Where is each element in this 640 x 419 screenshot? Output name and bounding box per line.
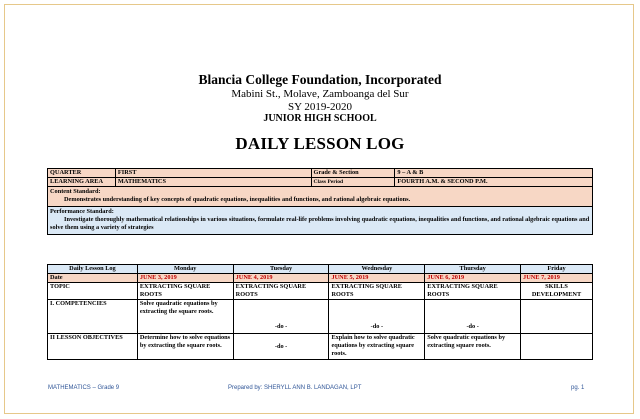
objective-friday [521, 334, 593, 360]
info-table [47, 168, 593, 235]
school-address: Mabini St., Molave, Zamboanga del Sur [231, 88, 409, 100]
learning-area-row [48, 178, 593, 187]
lesson-header-row [48, 265, 593, 274]
header-friday: Friday [521, 265, 593, 274]
learning-area-label: LEARNING AREA [48, 178, 116, 187]
content-standard-label: Content Standard: [50, 188, 101, 195]
footer-prepared-by: Prepared by: SHERYLL ANN B. LANDAGAN, LPT [228, 385, 362, 391]
content-standard-text: Demonstrates understanding of key concepts of quadratic equations, inequalities and functions, and rational algebraic equations. [64, 196, 411, 203]
competency-wednesday: -do - [329, 300, 425, 334]
performance-standard-text: Investigate thoroughly mathematical relationships in various situations, formulate real-life problems involving quadratic equations, inequalities and functions, and rational algebraic equations and solve them using a variety of strategies [50, 216, 590, 231]
date-friday: JUNE 7, 2019 [521, 274, 593, 283]
content-standard-row [48, 187, 593, 207]
header-thursday: Thursday [425, 265, 521, 274]
school-year: SY 2019-2020 [287, 101, 353, 113]
objectives-row [48, 334, 593, 360]
quarter-label: QUARTER [48, 169, 116, 178]
topic-label: TOPIC [48, 283, 138, 300]
performance-standard-label: Performance Standard: [50, 208, 114, 215]
topic-thursday: EXTRACTING SQUARE ROOTS [425, 283, 521, 300]
date-tuesday: JUNE 4, 2019 [233, 274, 329, 283]
objective-monday: Determine how to solve equations by extracting the square roots. [137, 334, 233, 360]
date-thursday: JUNE 6, 2019 [425, 274, 521, 283]
competencies-label: I. COMPETENCIES [48, 300, 138, 334]
topic-friday: SKILLS DEVELOPMENT [521, 283, 593, 300]
competency-thursday: -do - [425, 300, 521, 334]
objective-thursday: Solve quadratic equations by extracting square roots. [425, 334, 521, 360]
objective-wednesday: Explain how to solve quadratic equations by extracting square roots. [329, 334, 425, 360]
school-name: Blancia College Foundation, Incorporated [198, 72, 442, 87]
topic-tuesday: EXTRACTING SQUARE ROOTS [233, 283, 329, 300]
objective-tuesday: -do - [233, 334, 329, 360]
date-row [48, 274, 593, 283]
topic-wednesday: EXTRACTING SQUARE ROOTS [329, 283, 425, 300]
header-tuesday: Tuesday [233, 265, 329, 274]
competencies-row [48, 300, 593, 334]
lesson-table [47, 264, 593, 360]
date-monday: JUNE 3, 2019 [137, 274, 233, 283]
grade-section-label: Grade & Section [311, 169, 395, 178]
date-label: Date [48, 274, 138, 283]
header-monday: Monday [137, 265, 233, 274]
header-wednesday: Wednesday [329, 265, 425, 274]
topic-monday: EXTRACTING SQUARE ROOTS [137, 283, 233, 300]
class-period-label: Class Period [311, 178, 395, 187]
quarter-value: FIRST [115, 169, 311, 178]
class-period-value: FOURTH A.M. & SECOND P.M. [395, 178, 593, 187]
performance-standard-row [48, 207, 593, 235]
objectives-label: II LESSON OBJECTIVES [48, 334, 138, 360]
date-wednesday: JUNE 5, 2019 [329, 274, 425, 283]
department-name: JUNIOR HIGH SCHOOL [263, 113, 377, 124]
document-title: DAILY LESSON LOG [235, 134, 405, 153]
competency-monday: Solve quadratic equations by extracting the square roots. [137, 300, 233, 334]
quarter-row [48, 169, 593, 178]
learning-area-value: MATHEMATICS [115, 178, 311, 187]
competency-tuesday: -do - [233, 300, 329, 334]
grade-section-value: 9 – A & B [395, 169, 593, 178]
header-daily-lesson-log: Daily Lesson Log [48, 265, 138, 274]
topic-row [48, 283, 593, 300]
footer-subject: MATHEMATICS – Grade 9 [48, 385, 120, 391]
competency-friday [521, 300, 593, 334]
footer-page-number: pg. 1 [571, 385, 585, 391]
